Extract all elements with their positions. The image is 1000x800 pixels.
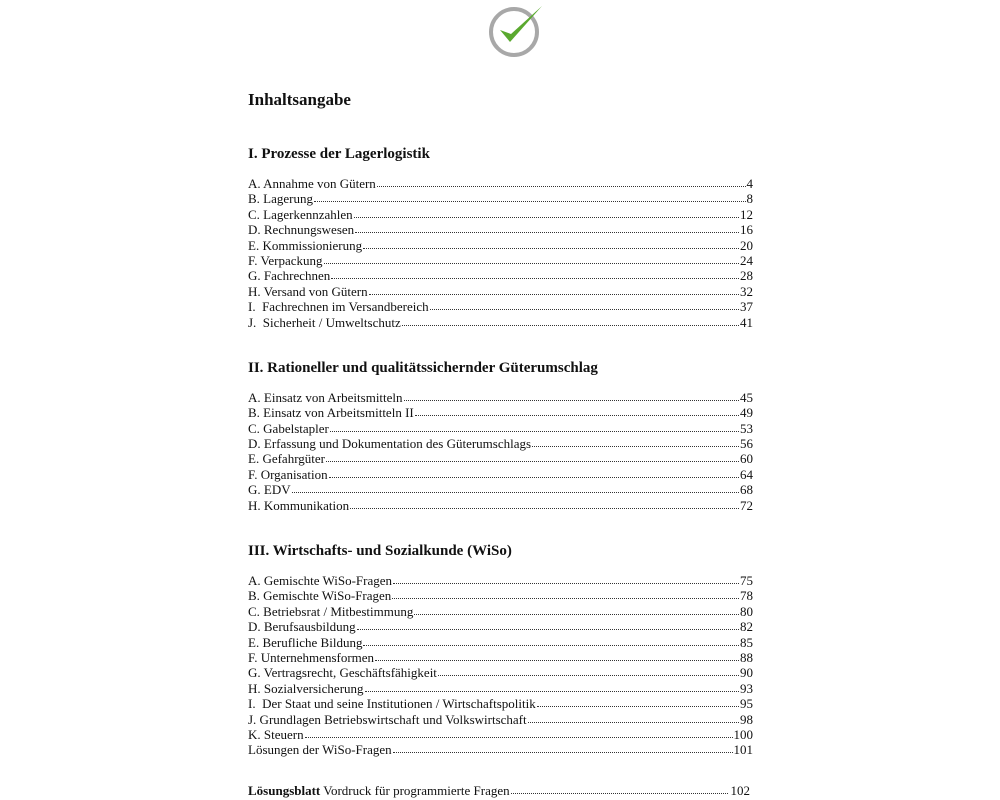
toc-entry-page: 20 <box>740 237 753 253</box>
toc-entry-list <box>248 176 753 330</box>
toc-entry[interactable] <box>248 650 753 665</box>
toc-entry-page: 12 <box>740 206 753 222</box>
dot-leader <box>392 598 739 599</box>
toc-entry[interactable] <box>248 588 753 603</box>
dot-leader <box>363 645 739 646</box>
toc-entry-page: 37 <box>740 299 753 315</box>
toc-entry-page: 72 <box>740 497 753 513</box>
toc-entry-page: 80 <box>740 603 753 619</box>
toc-entry-label: H. Sozialversicherung <box>248 680 364 696</box>
dot-leader <box>402 325 739 326</box>
toc-entry[interactable] <box>248 696 753 711</box>
toc-entry-label: G. Fachrechnen <box>248 268 331 284</box>
toc-entry[interactable] <box>248 712 753 727</box>
toc-entry-label: B. Gemischte WiSo-Fragen <box>248 588 392 604</box>
dot-leader <box>355 232 739 233</box>
toc-entry-page: 101 <box>733 742 753 758</box>
toc-footer-entry[interactable] <box>248 783 750 798</box>
dot-leader <box>314 201 746 202</box>
dot-leader <box>350 508 739 509</box>
toc-entry[interactable] <box>248 482 753 497</box>
toc-entry-list <box>248 390 753 513</box>
toc-entry-label: A. Annahme von Gütern <box>248 176 376 191</box>
dot-leader <box>365 691 739 692</box>
toc-entry-page: 41 <box>740 314 753 330</box>
toc-entry-page: 64 <box>740 466 753 482</box>
dot-leader <box>354 217 739 218</box>
toc-entry-label: G. Vertragsrecht, Geschäftsfähigkeit <box>248 665 437 681</box>
toc-entry-label: K. Steuern <box>248 726 304 742</box>
dot-leader <box>511 793 728 794</box>
dot-leader <box>329 477 739 478</box>
toc-entry-page: 32 <box>740 283 753 299</box>
toc-footer-page: 102 <box>730 782 750 798</box>
toc-entry-page: 93 <box>740 680 753 696</box>
toc-entry-page: 95 <box>740 696 753 712</box>
dot-leader <box>430 309 739 310</box>
dot-leader <box>331 278 739 279</box>
toc-entry-label: H. Versand von Gütern <box>248 283 368 299</box>
dot-leader <box>414 614 739 615</box>
toc-entry-label: C. Gabelstapler <box>248 420 329 436</box>
toc-entry-page: 24 <box>740 252 753 268</box>
toc-entry-label: E. Kommissionierung <box>248 237 363 253</box>
toc-entry[interactable] <box>248 436 753 451</box>
toc-entry-page: 8 <box>746 191 753 207</box>
toc-footer-label <box>248 783 510 798</box>
toc-entry[interactable] <box>248 498 753 513</box>
toc-entry-page: 4 <box>746 176 753 191</box>
toc-entry-page: 16 <box>740 222 753 238</box>
section-title: I. Prozesse der Lagerlogistik <box>248 146 430 162</box>
toc-entry-label: D. Rechnungswesen <box>248 222 355 238</box>
toc-entry[interactable] <box>248 573 753 588</box>
toc-sections <box>248 144 753 758</box>
toc-entry-page: 88 <box>740 649 753 665</box>
dot-leader <box>357 629 739 630</box>
toc-entry-label: J. Sicherheit / Umweltschutz <box>248 314 401 330</box>
dot-leader <box>330 431 739 432</box>
toc-entry-label: H. Kommunikation <box>248 497 350 513</box>
toc-entry[interactable] <box>248 253 753 268</box>
toc-entry-page: 100 <box>733 726 753 742</box>
toc-section <box>248 144 753 330</box>
toc-entry-page: 49 <box>740 405 753 421</box>
toc-entry[interactable] <box>248 405 753 420</box>
dot-leader <box>393 752 733 753</box>
section-title: III. Wirtschafts- und Sozialkunde (WiSo) <box>248 543 512 560</box>
dot-leader <box>438 675 739 676</box>
toc-footer-text: Vordruck für programmierte Fragen <box>320 782 510 798</box>
dot-leader <box>305 737 733 738</box>
toc-entry-page: 45 <box>740 389 753 405</box>
toc-entry[interactable] <box>248 268 753 283</box>
dot-leader <box>324 263 739 264</box>
toc-entry-page: 60 <box>740 451 753 467</box>
dot-leader <box>375 660 739 661</box>
toc-entry-label: B. Lagerung <box>248 191 313 207</box>
toc-entry-page: 68 <box>740 482 753 498</box>
toc-entry[interactable] <box>248 315 753 330</box>
toc-entry-label: J. Grundlagen Betriebswirtschaft und Volkswirtschaft <box>248 711 527 727</box>
toc-entry-label: B. Einsatz von Arbeitsmitteln II <box>248 405 414 421</box>
toc-entry[interactable] <box>248 176 753 191</box>
toc-footer-bold-label: Lösungsblatt <box>248 782 321 798</box>
toc-entry-label: F. Unternehmensformen <box>248 649 375 665</box>
toc-entry-page: 78 <box>740 588 753 604</box>
toc-entry-page: 82 <box>740 619 753 635</box>
toc-entry-label: I. Der Staat und seine Institutionen / Wirtschaftspolitik <box>248 696 536 712</box>
dot-leader <box>528 722 739 723</box>
toc-entry-label: Lösungen der WiSo-Fragen <box>248 742 392 758</box>
dot-leader <box>532 446 739 447</box>
toc-entry-list <box>248 573 753 758</box>
dot-leader <box>369 294 739 295</box>
toc-entry-page: 53 <box>740 420 753 436</box>
dot-leader <box>363 248 739 249</box>
toc-entry[interactable] <box>248 222 753 237</box>
dot-leader <box>292 492 739 493</box>
checkmark-icon <box>484 2 550 60</box>
toc-entry-label: D. Berufsausbildung <box>248 619 356 635</box>
toc-entry[interactable] <box>248 665 753 680</box>
toc-entry[interactable] <box>248 207 753 222</box>
toc-entry[interactable] <box>248 284 753 299</box>
dot-leader <box>404 400 739 401</box>
toc-entry-page: 56 <box>740 436 753 452</box>
toc-entry-label: G. EDV <box>248 482 291 498</box>
section-title: II. Rationeller und qualitätssichernder Güterumschlag <box>248 359 598 376</box>
toc-entry-page: 85 <box>740 634 753 650</box>
dot-leader <box>393 583 739 584</box>
toc-entry[interactable] <box>248 238 753 253</box>
toc-entry-label: C. Betriebsrat / Mitbestimmung <box>248 603 414 619</box>
toc-entry[interactable] <box>248 299 753 314</box>
toc-entry-page: 90 <box>740 665 753 681</box>
toc-entry-label: D. Erfassung und Dokumentation des Güterumschlags <box>248 436 532 452</box>
toc-entry[interactable] <box>248 467 753 482</box>
table-of-contents <box>248 88 753 798</box>
toc-section <box>248 358 753 513</box>
toc-entry-label: A. Gemischte WiSo-Fragen <box>248 573 393 589</box>
toc-entry[interactable] <box>248 742 753 757</box>
dot-leader <box>377 186 746 187</box>
toc-entry[interactable] <box>248 681 753 696</box>
toc-entry-label: F. Verpackung <box>248 252 323 268</box>
dot-leader <box>415 415 739 416</box>
toc-entry-page: 28 <box>740 268 753 284</box>
toc-entry-label: A. Einsatz von Arbeitsmitteln <box>248 389 403 405</box>
toc-entry-label: C. Lagerkennzahlen <box>248 206 353 222</box>
toc-entry-label: F. Organisation <box>248 466 328 482</box>
dot-leader <box>537 706 739 707</box>
page-title: Inhaltsangabe <box>248 90 351 109</box>
toc-entry-page: 75 <box>740 573 753 589</box>
toc-entry[interactable] <box>248 635 753 650</box>
toc-section <box>248 541 753 758</box>
toc-entry[interactable] <box>248 727 753 742</box>
toc-entry-label: I. Fachrechnen im Versandbereich <box>248 299 429 315</box>
toc-entry-page: 98 <box>740 711 753 727</box>
toc-entry[interactable] <box>248 451 753 466</box>
toc-entry-label: E. Gefahrgüter <box>248 451 326 467</box>
toc-entry[interactable] <box>248 191 753 206</box>
toc-entry[interactable] <box>248 390 753 405</box>
toc-entry[interactable] <box>248 604 753 619</box>
toc-entry[interactable] <box>248 619 753 634</box>
toc-entry[interactable] <box>248 421 753 436</box>
toc-entry-label: E. Berufliche Bildung <box>248 634 363 650</box>
dot-leader <box>326 461 739 462</box>
